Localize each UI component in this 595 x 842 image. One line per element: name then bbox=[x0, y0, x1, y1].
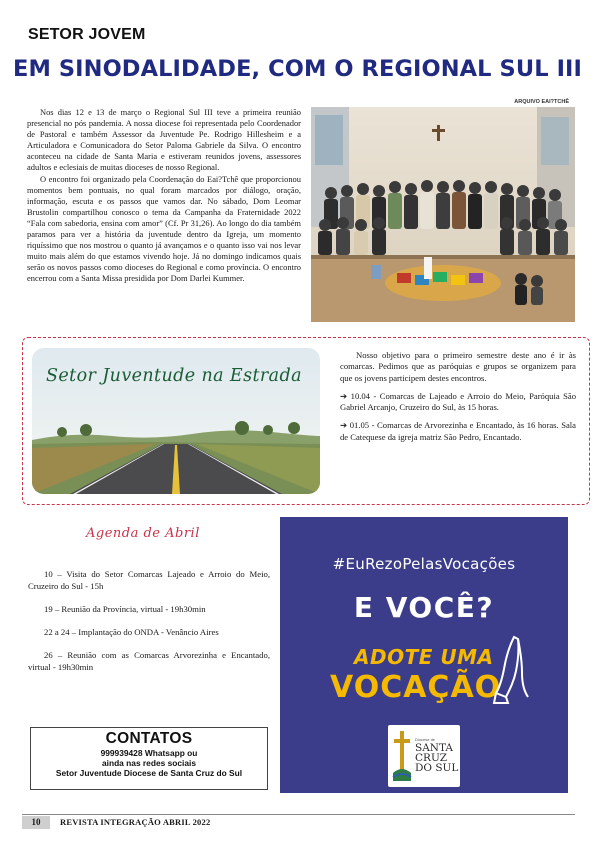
contacts-title: CONTATOS bbox=[105, 730, 193, 747]
diocese-logo bbox=[388, 725, 460, 787]
article-paragraph: Nos dias 12 e 13 de março o Regional Sul III teve a primeira reunião presencial no pós pandemia. A nossa diocese foi representada pelo Coordenador de Pastoral e também Assessor da Juventude Pe. Rodrigo Hillesheim e a Articuladora e Comunicadora do Setor Paloma Gabriele da Silva. O encontro aconteceu na cidade de Santa Maria e estiveram reunidos jovens, assessores adultos e eclesiais de muitas dioceses de nosso Regional. bbox=[27, 107, 301, 173]
footer-publication: REVISTA INTEGRAÇÃO ABRIL 2022 bbox=[60, 817, 211, 827]
article-body bbox=[27, 107, 301, 285]
journey-item: ➔ 10.04 - Comarcas de Lajeado e Arroio do Meio, Paróquia São Gabriel Arcanjo, Cruzeiro do Sul, às 15 horas. bbox=[340, 390, 576, 413]
photo-credit: ARQUIVO EAI?TCHÊ bbox=[514, 99, 569, 105]
contacts-box bbox=[30, 727, 268, 790]
journey-title: Setor Juventude na Estrada bbox=[46, 366, 302, 386]
vocation-vocacao: VOCAÇÃO bbox=[330, 670, 502, 705]
contacts-line: Setor Juventude Diocese de Santa Cruz do Sul bbox=[55, 768, 243, 778]
page-number: 10 bbox=[22, 816, 50, 829]
journey-item: ➔ 01.05 - Comarcas de Arvorezinha e Encantado, às 16 horas. Sala de Catequese da igreja matriz São Pedro, Encantado. bbox=[340, 420, 576, 442]
contacts-line: ainda nas redes sociais bbox=[101, 758, 197, 768]
logo-small-text: Diocese de bbox=[415, 737, 436, 742]
logo-diocese-name: SANTA CRUZ DO SUL bbox=[415, 742, 459, 774]
page-headline: EM SINODALIDADE, COM O REGIONAL SUL III bbox=[12, 56, 582, 82]
group-photo bbox=[311, 107, 575, 322]
agenda-item: 10 – Visita do Setor Comarcas Lajeado e Arroio do Meio, Cruzeiro do Sul - 15h bbox=[28, 569, 270, 591]
agenda-item: 19 – Reunião da Província, virtual - 19h30min bbox=[44, 604, 206, 614]
vocation-ad bbox=[280, 517, 568, 793]
footer-rule bbox=[22, 814, 575, 815]
journey-intro: Nosso objetivo para o primeiro semestre deste ano é ir às comarcas. Pedimos que as paróquias e grupos se organizem para que os jovens participem destes encontros. bbox=[340, 350, 576, 383]
article-paragraph: O encontro foi organizado pela Coordenação do Eai?Tchê que proporcionou momentos bem pontuais, no qual foram marcados por diálogo, oração, informação, escuta e os passos que vamos dar. No sábado, Dom Leomar Brustolin compartilhou conosco o tema da Campanha da Fraternidade 2022 “Fala com sabedoria, ensina com amor” (Cf. Pr 31,26). Ao longo do dia também paramos para ver a história da juventude dentro da Igreja, um momento riquíssimo que nos mostrou o quanto já avançamos e o quanto isso vai nos levar muito mais além do que estamos vivendo hoje. Já no domingo indicamos quais serão os novos passos como dioceses do Regional e como província. O encontro encerrou com a Santa Missa presidida por Dom Darlei Kummer. bbox=[27, 173, 301, 284]
agenda-title: Agenda de Abril bbox=[86, 526, 200, 541]
agenda-list bbox=[28, 568, 270, 684]
contacts-line: 999939428 Whatsapp ou bbox=[100, 748, 198, 758]
agenda-item: 22 a 24 – Implantação do ONDA - Venâncio Aires bbox=[44, 627, 219, 637]
road-banner bbox=[32, 348, 320, 494]
vocation-adote: ADOTE UMA bbox=[354, 645, 494, 669]
journey-text bbox=[340, 350, 576, 450]
section-tag: SETOR JOVEM bbox=[28, 26, 146, 43]
vocation-question: E VOCÊ? bbox=[353, 591, 495, 624]
cross-logo-icon bbox=[391, 729, 413, 783]
agenda-item: 26 – Reunião com as Comarcas Arvorezinha e Encantado, virtual - 19h30min bbox=[28, 650, 270, 672]
vocation-hashtag: #EuRezoPelasVocações bbox=[332, 555, 516, 573]
praying-hands-icon bbox=[492, 635, 532, 705]
